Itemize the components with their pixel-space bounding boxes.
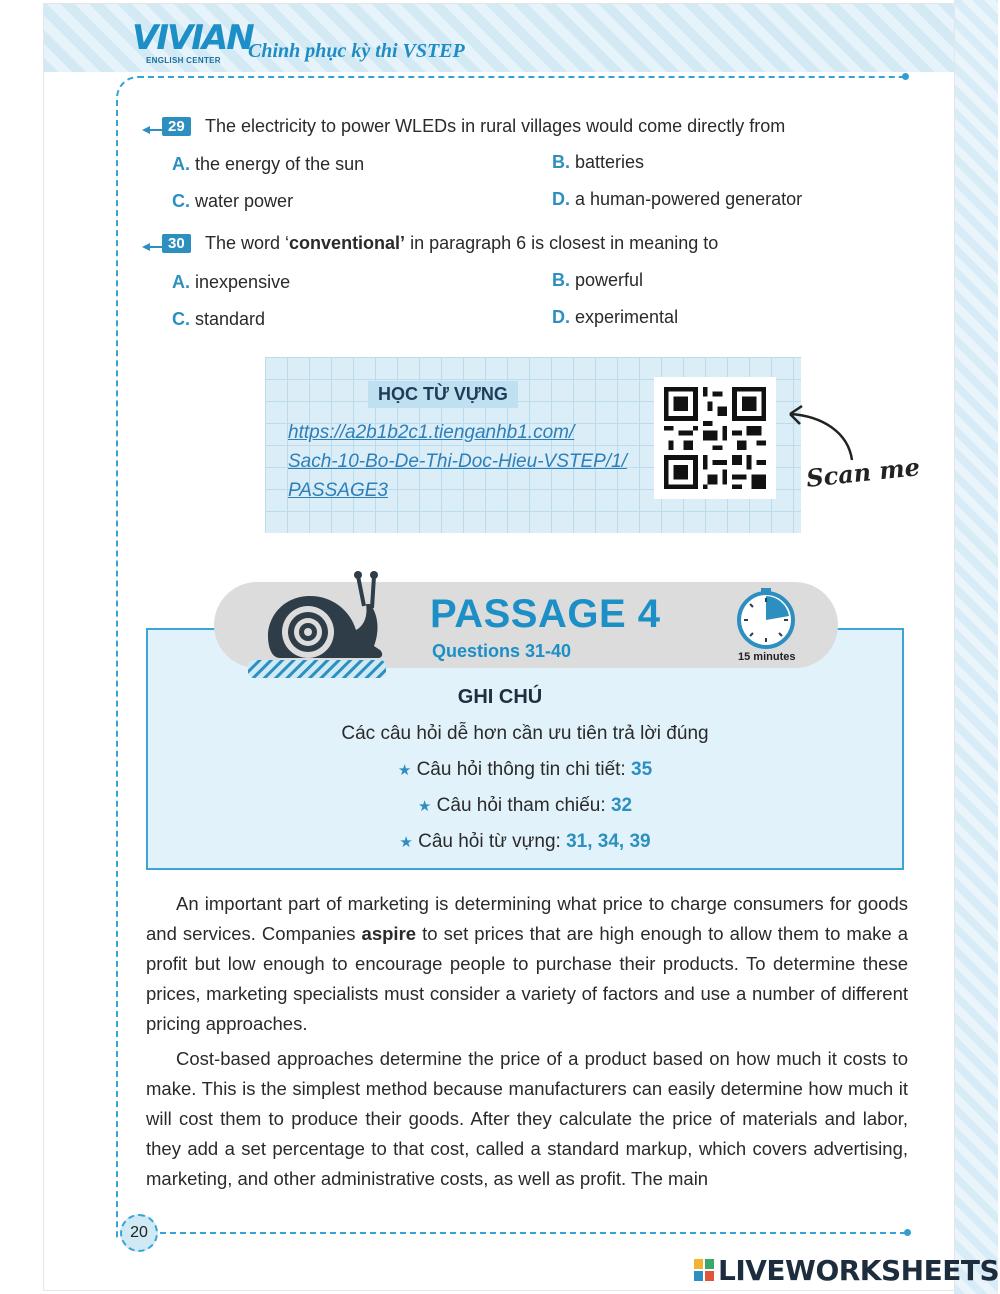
option-text: powerful [575,270,644,290]
logo-subtitle: ENGLISH CENTER [146,56,221,65]
stem-post: in paragraph 6 is closest in meaning to [405,233,719,253]
option-text: a human-powered generator [575,189,803,209]
option-text: standard [195,309,266,329]
timer-label: 15 minutes [738,651,796,663]
note-item-label: Câu hỏi thông tin chi tiết: [416,759,626,780]
note-item-value: 32 [610,795,633,816]
note-intro: Các câu hỏi dễ hơn cần ưu tiên trả lời đúng [341,723,709,744]
note-item-label: Câu hỏi từ vựng: [418,831,561,852]
option-30-b[interactable] [552,270,643,291]
vocab-link-line-2[interactable]: Sach-10-Bo-De-Thi-Doc-Hieu-VSTEP/1/ [288,451,627,472]
badge-tail-icon [142,122,162,132]
passage-subtitle: Questions 31-40 [432,641,572,661]
star-icon: ★ [397,762,412,779]
passage-paragraph-1 [146,889,908,1039]
vocab-link-line-1[interactable]: https://a2b1b2c1.tienganhb1.com/ [288,422,575,443]
question-badge: 29 [162,117,191,136]
note-item-value: 31, 34, 39 [566,831,651,852]
logo-text: VIVIAN [132,18,253,58]
option-29-c[interactable] [172,191,293,212]
option-letter: B. [552,152,570,172]
stem-keyword: conventional’ [289,233,406,253]
note-item [0,795,1000,817]
option-letter: A. [172,154,190,174]
scan-me-label: Scan me [804,452,922,493]
qr-code-icon[interactable] [654,377,776,499]
question-30-stem [205,233,718,254]
left-margin [0,0,44,1294]
note-item [0,759,1000,781]
question-29-stem: The electricity to power WLEDs in rural villages would come directly from [205,116,786,136]
frame-dot-bottom [904,1229,911,1236]
header-title: Chinh phục kỳ thi VSTEP [248,40,465,62]
passage-title: PASSAGE 4 [430,592,661,636]
option-29-a[interactable] [172,154,364,175]
question-number-30 [142,234,191,253]
curved-arrow-icon [782,402,858,464]
option-text: batteries [575,152,645,172]
option-letter: B. [552,270,570,290]
paragraph-text: to set prices that are high enough to allow them to make a profit but low enough to encourage people to purchase their products. To determine these prices, marketing specialists must consider a variety of factors and use a number of different pricing approaches. [146,923,908,1034]
timer-icon [734,586,798,650]
option-letter: A. [172,272,190,292]
paragraph-text: Cost-based approaches determine the price of a product based on how much it costs to make. This is the simplest method because manufacturers can easily determine how much it will cost them to produce their goods. After they calculate the price of materials and labor, they add a set percentage to that cost, called a standard markup, which covers advertising, marketing, and other administrative costs, as well as profit. The main [146,1048,908,1189]
star-icon: ★ [417,798,432,815]
keyword-aspire: aspire [361,923,417,944]
option-letter: D. [552,307,570,327]
option-text: experimental [575,307,679,327]
paragraph-text: An important part of marketing is determining what price to charge consumers for goods and services. Companies [146,893,908,944]
option-29-d[interactable] [552,189,802,210]
bottom-dashed-line [160,1232,906,1234]
option-text: water power [195,191,294,211]
option-letter: D. [552,189,570,209]
page-number: 20 [120,1214,158,1252]
badge-tail-icon [142,239,162,249]
question-badge: 30 [162,234,191,253]
frame-dot-top [902,73,909,80]
vocab-link-line-3[interactable]: PASSAGE3 [288,480,388,501]
snail-icon [246,570,392,682]
note-item-value: 35 [631,759,653,780]
watermark: LIVEWORKSHEETS [718,1254,1000,1287]
star-icon: ★ [399,834,413,851]
option-30-d[interactable] [552,307,678,328]
question-number-29 [142,117,191,136]
right-margin-stripe [954,0,998,1294]
option-30-a[interactable] [172,272,290,293]
option-30-c[interactable] [172,309,265,330]
option-text: the energy of the sun [195,154,365,174]
passage-paragraph-2 [146,1044,908,1194]
note-title: GHI CHÚ [457,686,543,708]
option-29-b[interactable] [552,152,644,173]
option-letter: C. [172,309,190,329]
liveworksheets-logo-icon [694,1259,714,1281]
stem-pre: The word ‘ [205,233,290,253]
brand-logo [132,18,253,70]
note-item-label: Câu hỏi tham chiếu: [436,795,606,816]
vocab-title: HỌC TỪ VỰNG [368,381,518,408]
option-letter: C. [172,191,190,211]
option-text: inexpensive [195,272,291,292]
note-item [0,831,1000,853]
